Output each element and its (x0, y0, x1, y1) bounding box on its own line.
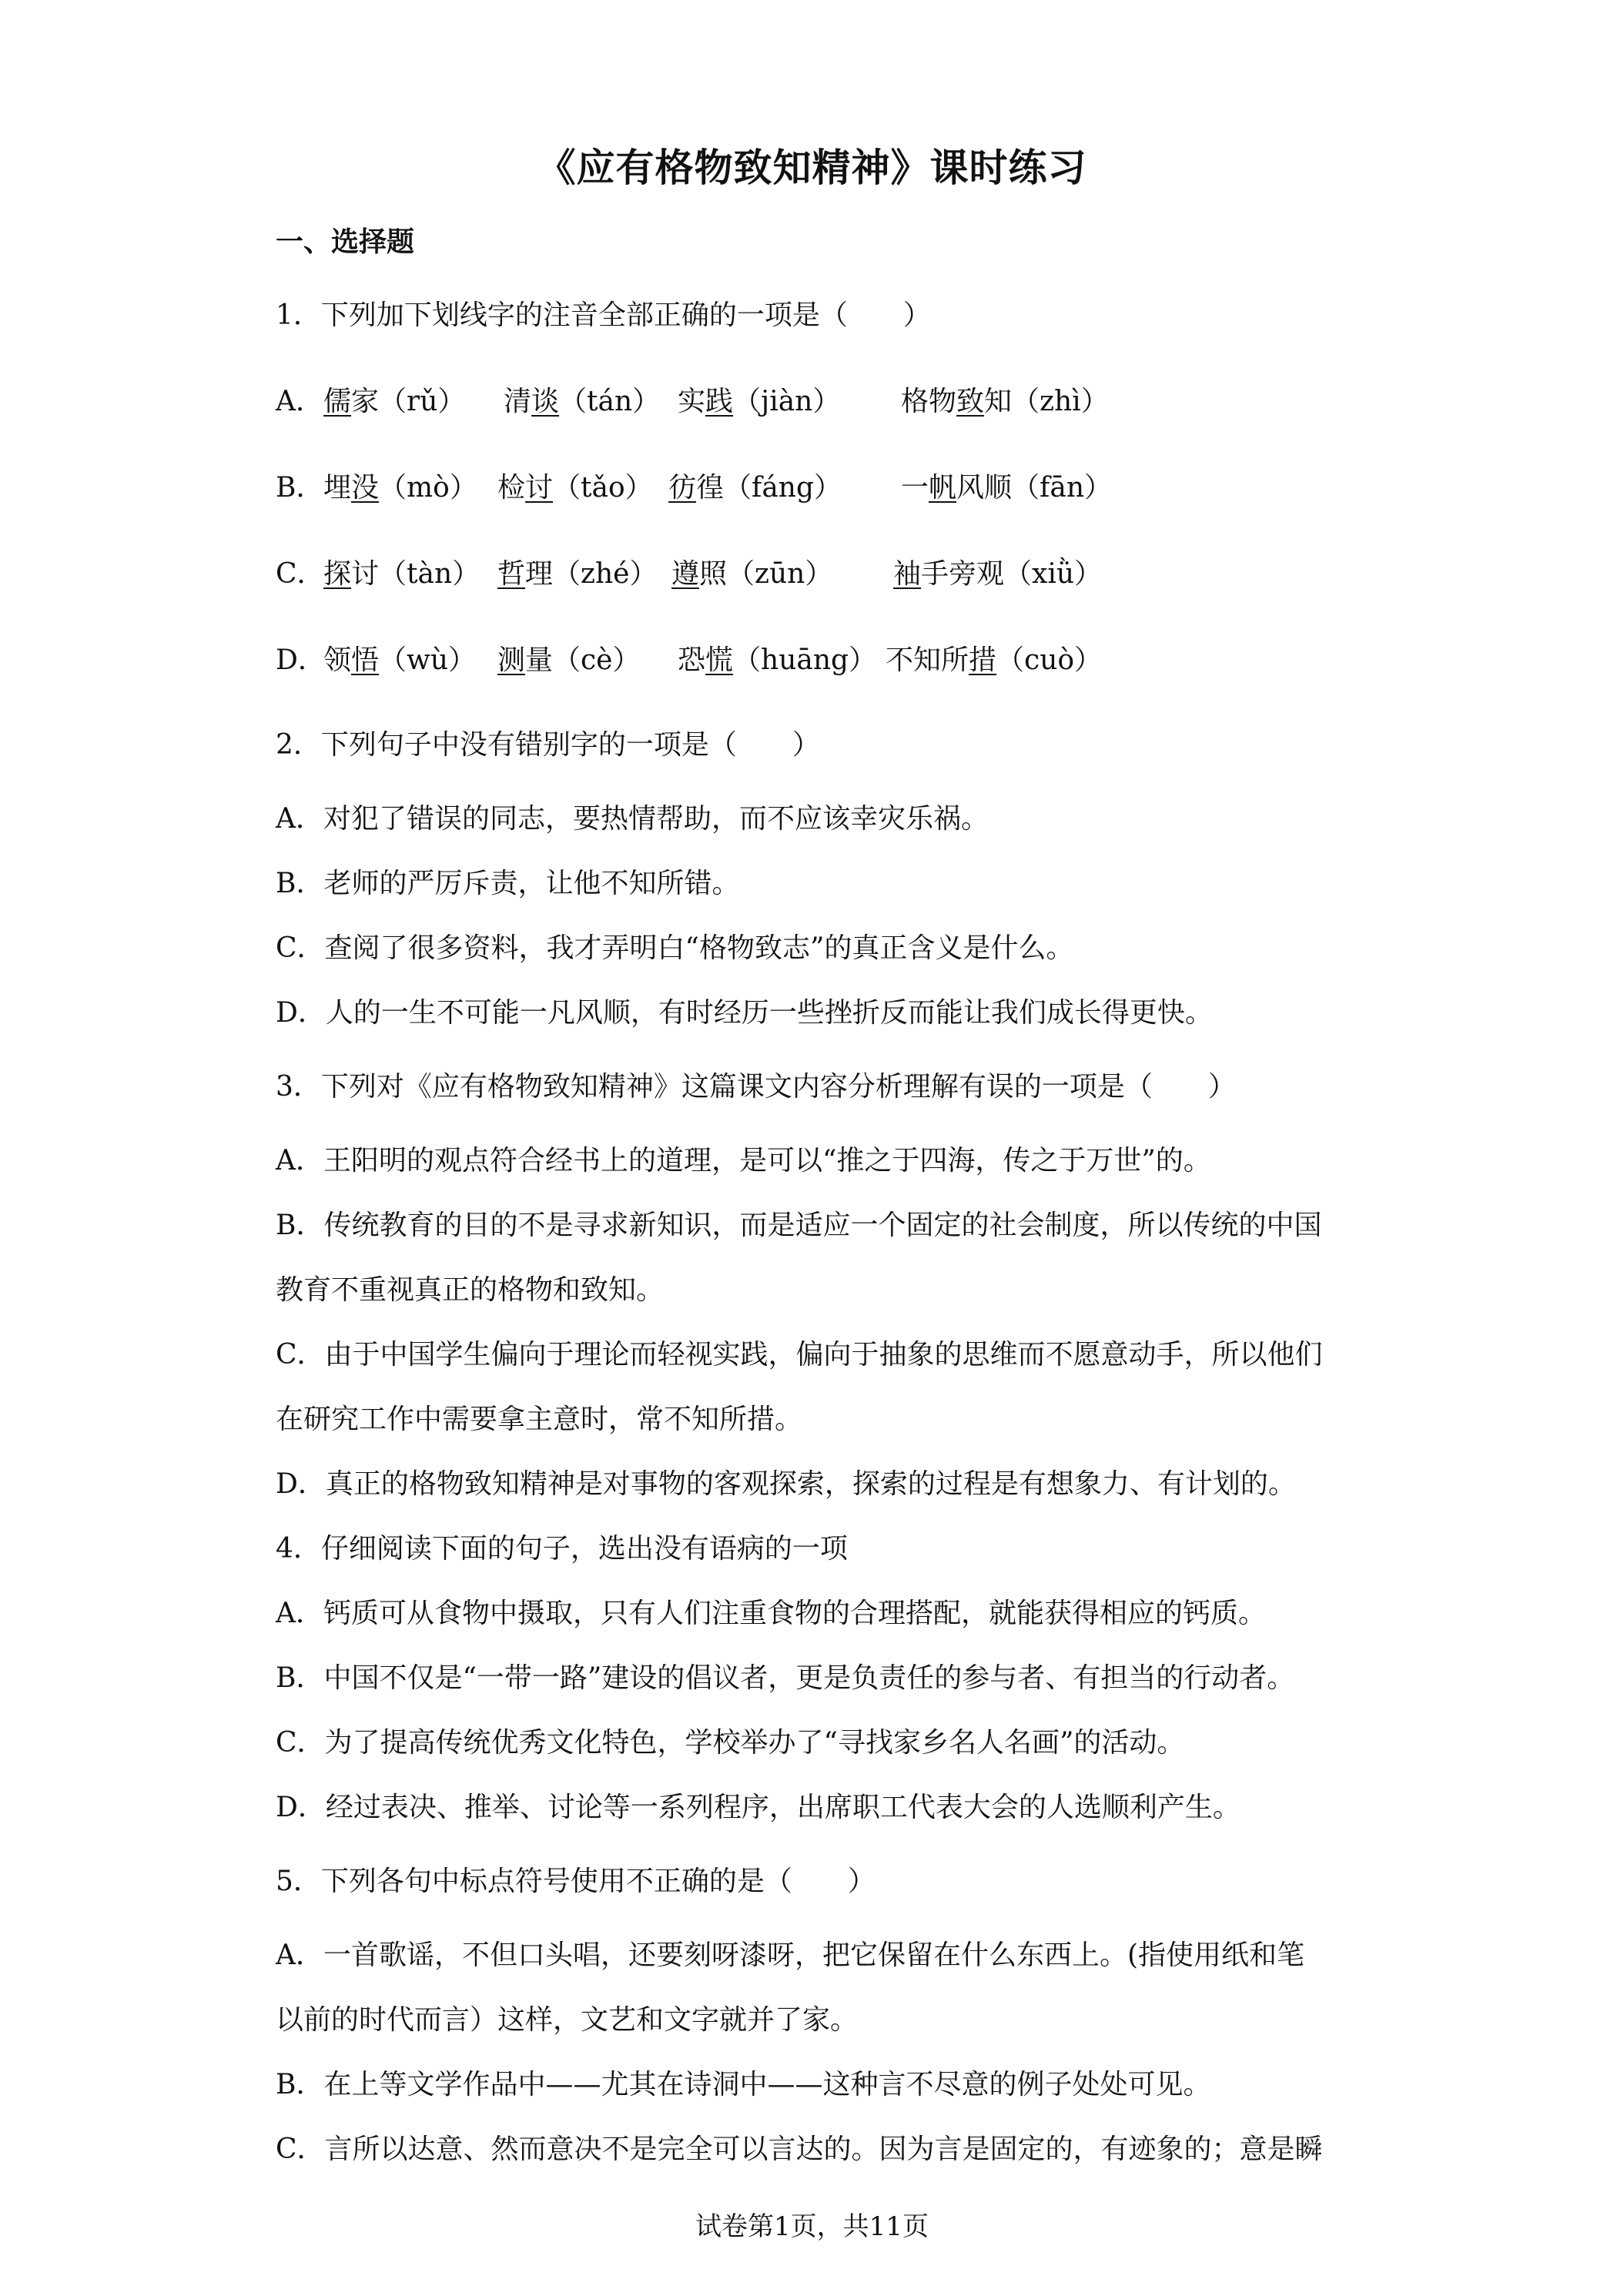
option-label: C． (276, 558, 325, 590)
pinyin-item: 遵照（zūn） (671, 558, 833, 590)
pinyin-item: 检讨（tǎo） (497, 472, 653, 504)
q5-option-a-line2: 以前的时代而言）这样，文艺和文字就并了家。 (276, 2004, 859, 2036)
q1-stem: 1．下列加下划线字的注音全部正确的一项是（ ） (276, 300, 931, 331)
q5-option-a-line1: A．一首歌谣，不但口头唱，还要刻呀漆呀，把它保留在什么东西上。(指使用纸和笔 (276, 1940, 1305, 1971)
pinyin-item: 不知所措（cuò） (886, 644, 1103, 676)
q3-option-b-line2: 教育不重视真正的格物和致知。 (276, 1274, 665, 1306)
q5-option-b: B．在上等文学作品中——尤其在诗洞中——这种言不尽意的例子处处可见。 (276, 2069, 1211, 2100)
pinyin-item: 测量（cè） (497, 644, 641, 676)
page-footer: 试卷第1页，共11页 (695, 2211, 929, 2242)
option-label: D． (276, 644, 326, 676)
q2-option-b: B．老师的严厉斥责，让他不知所错。 (276, 868, 740, 899)
pinyin-item: 格物致知（zhì） (901, 386, 1109, 417)
q2-option-d: D．人的一生不可能一凡风顺，有时经历一些挫折反而能让我们成长得更快。 (276, 997, 1213, 1029)
q3-option-c-line2: 在研究工作中需要拿主意时，常不知所措。 (276, 1404, 803, 1435)
pinyin-item: 探讨（tàn） (323, 558, 481, 590)
q4-option-c: C．为了提高传统优秀文化特色，学校举办了“寻找家乡名人名画”的活动。 (276, 1727, 1185, 1759)
q4-option-b: B．中国不仅是“一带一路”建设的倡议者，更是负责任的参与者、有担当的行动者。 (276, 1662, 1295, 1694)
q4-option-a: A．钙质可从食物中摄取，只有人们注重食物的合理搭配，就能获得相应的钙质。 (276, 1598, 1266, 1629)
option-label: B． (276, 472, 324, 504)
q5-stem: 5．下列各句中标点符号使用不正确的是（ ） (276, 1866, 876, 1897)
q2-stem: 2．下列句子中没有错别字的一项是（ ） (276, 729, 820, 761)
pinyin-item: 埋没（mò） (323, 472, 477, 504)
pinyin-item: 彷徨（fáng） (668, 472, 842, 504)
q4-stem: 4．仔细阅读下面的句子，选出没有语病的一项 (276, 1533, 848, 1565)
q3-stem: 3．下列对《应有格物致知精神》这篇课文内容分析理解有误的一项是（ ） (276, 1071, 1236, 1103)
page-title: 《应有格物致知精神》课时练习 (537, 146, 1087, 190)
pinyin-item: 儒家（rǔ） (323, 386, 466, 417)
q4-option-d: D．经过表决、推举、讨论等一系列程序，出席职工代表大会的人选顺利产生。 (276, 1792, 1241, 1823)
pinyin-item: 领悟（wù） (323, 644, 477, 676)
q3-option-d: D．真正的格物致知精神是对事物的客观探索，探索的过程是有想象力、有计划的。 (276, 1468, 1296, 1500)
section-heading: 一、选择题 (276, 226, 415, 258)
pinyin-item: 一帆风顺（fān） (901, 472, 1113, 504)
q3-option-c-line1: C．由于中国学生偏向于理论而轻视实践，偏向于抽象的思维而不愿意动手，所以他们 (276, 1339, 1323, 1371)
q2-option-c: C．查阅了很多资料，我才弄明白“格物致志”的真正含义是什么。 (276, 932, 1074, 964)
q2-option-a: A．对犯了错误的同志，要热情帮助，而不应该幸灾乐祸。 (276, 803, 989, 835)
option-label: A． (276, 386, 323, 417)
pinyin-item: 袖手旁观（xiǜ） (893, 558, 1103, 590)
pinyin-item: 哲理（zhé） (497, 558, 658, 590)
q3-option-a: A．王阳明的观点符合经书上的道理，是可以“推之于四海，传之于万世”的。 (276, 1145, 1211, 1176)
pinyin-item: 清谈（tán） (504, 386, 661, 417)
pinyin-item: 恐慌（huāng） (678, 644, 877, 676)
q5-option-c-line1: C．言所以达意、然而意决不是完全可以言达的。因为言是固定的，有迹象的；意是瞬 (276, 2134, 1323, 2165)
q3-option-b-line1: B．传统教育的目的不是寻求新知识，而是适应一个固定的社会制度，所以传统的中国 (276, 1210, 1322, 1241)
pinyin-item: 实践（jiàn） (678, 386, 841, 417)
